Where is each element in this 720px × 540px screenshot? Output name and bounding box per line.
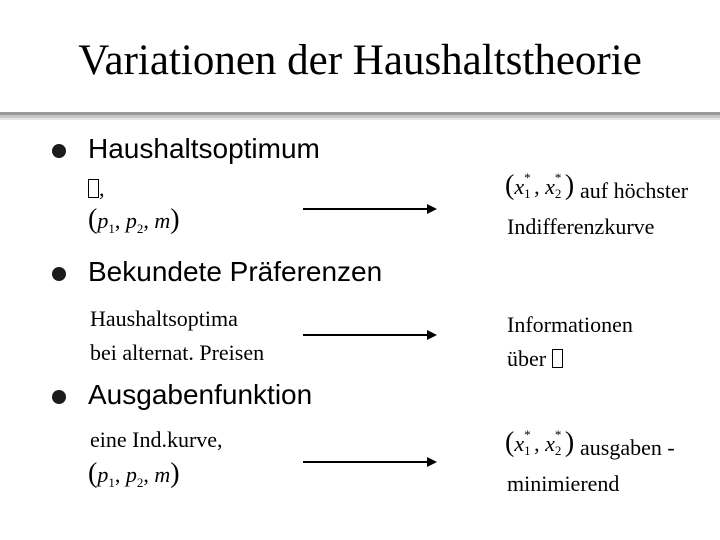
optimal-bundle: (x * 1 , x * 2 ) xyxy=(505,170,575,201)
arrow-icon xyxy=(303,202,437,216)
arrow-icon xyxy=(303,455,437,469)
optimal-bundle: (x * 1 , x * 2 ) xyxy=(505,427,575,458)
right-line-1: Informationen xyxy=(507,312,633,337)
slide-title: Variationen der Haushaltstheorie xyxy=(78,37,642,84)
left-line-1: , xyxy=(88,176,105,202)
missing-glyph-icon xyxy=(88,179,99,198)
left-line-2: bei alternat. Preisen xyxy=(90,340,265,365)
bullet-dot xyxy=(52,390,66,404)
left-line-1: eine Ind.kurve, xyxy=(90,427,223,452)
missing-glyph-icon xyxy=(552,349,563,368)
right-line-1: ausgaben - xyxy=(580,435,675,460)
right-line-2: Indifferenzkurve xyxy=(507,214,655,239)
price-income-tuple: ($p_1$, $p_2$, m) xyxy=(88,458,180,490)
right-line-2: minimierend xyxy=(507,471,620,496)
bullet-dot xyxy=(52,267,66,281)
bullet-haushaltsoptimum: Haushaltsoptimum xyxy=(88,133,320,164)
right-line-1: auf höchster xyxy=(580,178,689,203)
right-line-2: über xyxy=(507,346,563,372)
arrow-icon xyxy=(303,328,437,342)
bullet-ausgabenfunktion: Ausgabenfunktion xyxy=(88,379,313,410)
title-divider xyxy=(0,112,720,120)
left-line-1: Haushaltsoptima xyxy=(90,306,238,331)
bullet-bekundete-praeferenzen: Bekundete Präferenzen xyxy=(88,256,383,287)
price-income-tuple: ($p_1$, $p_2$, m) xyxy=(88,204,180,236)
bullet-dot xyxy=(52,144,66,158)
